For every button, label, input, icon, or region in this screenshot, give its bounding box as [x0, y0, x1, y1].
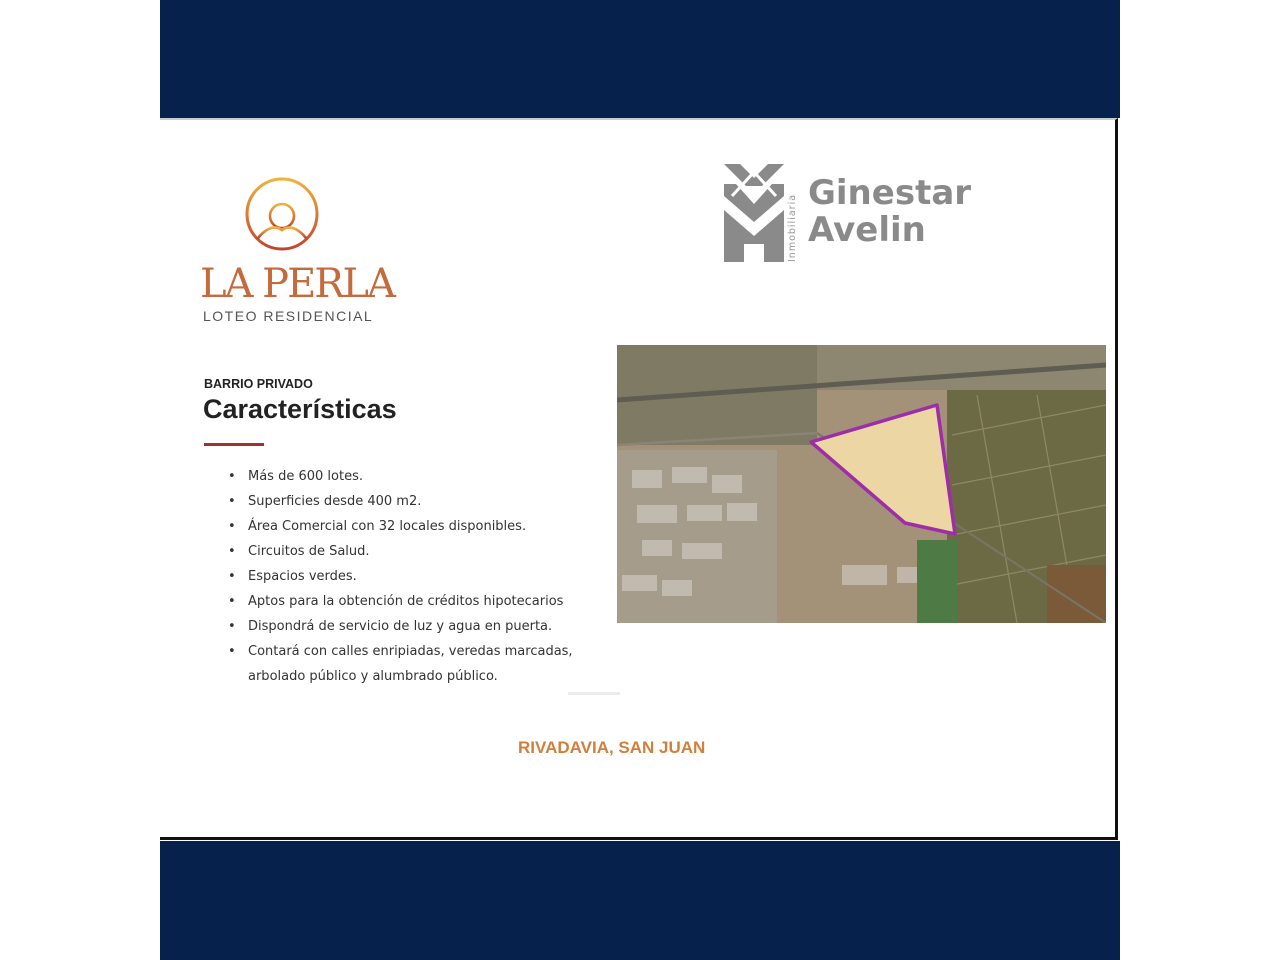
agency-side-label — [785, 164, 799, 262]
top-banner — [160, 0, 1120, 118]
agency-name-line2: Avelin — [808, 210, 926, 250]
feature-item: • Más de 600 lotes. — [228, 464, 603, 489]
feature-item: • Espacios verdes. — [228, 564, 603, 589]
feature-item: • Superficies desde 400 m2. — [228, 489, 603, 514]
feature-item: • Circuitos de Salud. — [228, 539, 603, 564]
features-list — [228, 464, 603, 689]
feature-item: • Contará con calles enripiadas, veredas marcadas, arbolado público y alumbrado público. — [228, 639, 603, 689]
brochure-slide — [160, 118, 1118, 840]
agency-name — [808, 175, 971, 249]
satellite-map — [617, 345, 1106, 623]
feature-item: • Aptos para la obtención de créditos hipotecarios — [228, 589, 603, 614]
feature-item: • Área Comercial con 32 locales disponibles. — [228, 514, 603, 539]
section-kicker: BARRIO PRIVADO — [204, 377, 313, 391]
feature-item: • Dispondrá de servicio de luz y agua en puerta. — [228, 614, 603, 639]
la-perla-logo-icon — [200, 175, 380, 260]
agency-side-label-text: Inmobiliaria — [787, 193, 798, 262]
agency-house-logo-icon — [724, 164, 784, 262]
location-label: RIVADAVIA, SAN JUAN — [518, 738, 706, 757]
brand-tagline: LOTEO RESIDENCIAL — [203, 308, 374, 324]
bottom-banner — [160, 841, 1120, 960]
slide-divider — [568, 692, 620, 695]
section-title: Características — [203, 394, 397, 424]
brand-title: LA PERLA — [200, 261, 394, 307]
agency-name-line1: Ginestar — [808, 173, 972, 213]
title-underline — [204, 443, 264, 446]
